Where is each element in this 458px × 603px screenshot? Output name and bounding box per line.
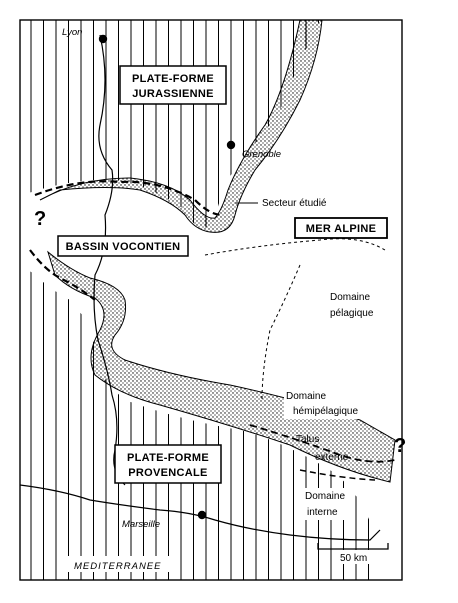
provence-platform-label-line2: PROVENCALE — [128, 467, 208, 479]
question-mark-east: ? — [394, 435, 407, 457]
marseille-marker — [198, 511, 206, 519]
jura-platform-label-line2: JURASSIENNE — [132, 88, 214, 100]
jura-platform-label-line1: PLATE-FORME — [132, 73, 214, 85]
lyon-marker — [99, 35, 107, 43]
scale-label: 50 km — [340, 553, 368, 564]
grenoble-marker — [227, 141, 235, 149]
pelagic-domain-line2: pélagique — [330, 308, 374, 319]
question-mark-west: ? — [34, 208, 47, 230]
sea-label: MER ALPINE — [305, 223, 377, 235]
pelagic-domain-line1: Domaine — [330, 292, 371, 303]
internal-domain-line2: interne — [307, 507, 338, 518]
hemipelagic-domain-line1: Domaine — [286, 391, 327, 402]
hemipelagic-domain-line2: hémipélagique — [293, 406, 359, 417]
talus-line1: Talus — [296, 434, 320, 445]
sea-name-label: MEDITERRANEE — [74, 561, 162, 572]
provence-platform-label-line1: PLATE-FORME — [127, 452, 209, 464]
city-lyon: Lyon — [62, 27, 83, 38]
internal-domain-line1: Domaine — [305, 491, 346, 502]
basin-label: BASSIN VOCONTIEN — [65, 241, 181, 253]
sector-label: Secteur étudié — [262, 198, 327, 209]
city-marseille: Marseille — [122, 519, 161, 530]
talus-line2: externe — [315, 452, 349, 463]
city-grenoble: Grenoble — [242, 149, 282, 160]
